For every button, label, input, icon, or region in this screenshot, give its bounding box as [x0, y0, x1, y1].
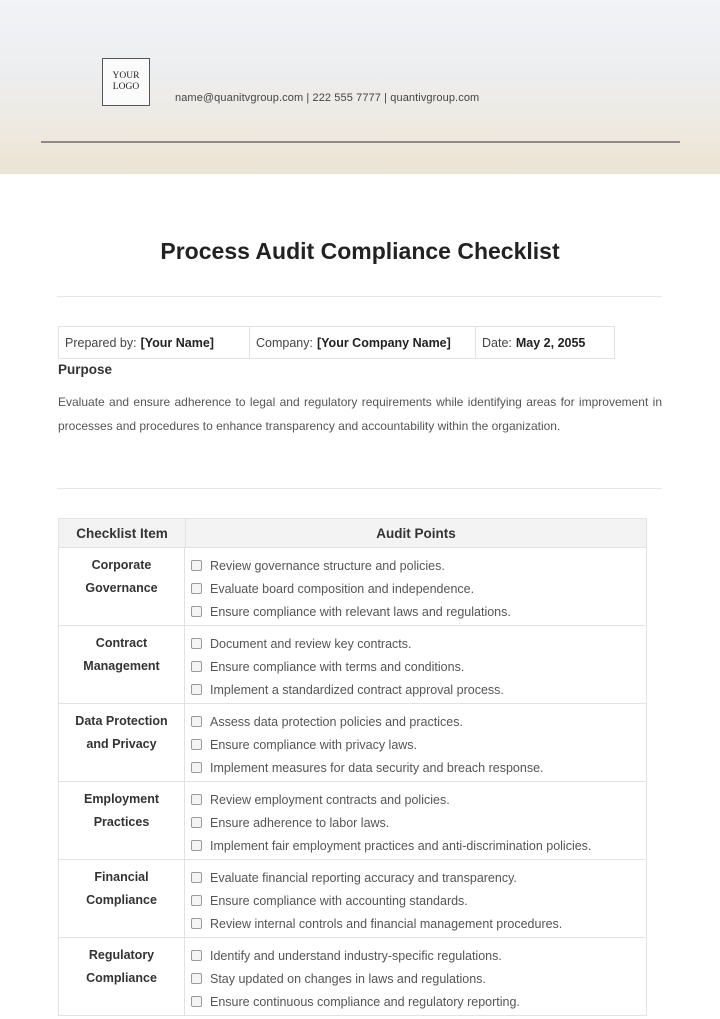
prepared-by-label: Prepared by:	[65, 335, 137, 350]
date-cell	[476, 327, 614, 358]
audit-point	[185, 756, 646, 779]
audit-points-cell	[185, 704, 646, 781]
audit-point-text: Document and review key contracts.	[210, 636, 412, 651]
table-row	[59, 704, 646, 782]
prepared-by-cell	[59, 327, 250, 358]
checkbox[interactable]	[191, 996, 202, 1007]
company-value: [Your Company Name]	[316, 335, 451, 350]
company-cell	[250, 327, 476, 358]
audit-point-text: Ensure compliance with accounting standards.	[210, 893, 468, 908]
audit-point	[185, 788, 646, 811]
col-header-points: Audit Points	[376, 525, 456, 541]
title-divider	[57, 296, 662, 297]
logo-line-2: LOGO	[112, 82, 140, 92]
table-row	[59, 548, 646, 626]
checkbox[interactable]	[191, 918, 202, 929]
checkbox[interactable]	[191, 638, 202, 649]
audit-point	[185, 944, 646, 967]
checklist-item-label: Data Protection and Privacy	[75, 714, 168, 751]
audit-point-text: Assess data protection policies and practices.	[210, 714, 463, 729]
audit-point-text: Review internal controls and financial management procedures.	[210, 916, 563, 931]
audit-point	[185, 600, 646, 623]
audit-point	[185, 866, 646, 889]
checkbox[interactable]	[191, 684, 202, 695]
audit-point-text: Ensure adherence to labor laws.	[210, 815, 390, 830]
purpose-divider	[57, 488, 662, 489]
checklist-item-cell	[59, 782, 185, 859]
table-row	[59, 938, 646, 1016]
logo-line-1: YOUR	[112, 71, 140, 81]
audit-point	[185, 990, 646, 1013]
letterhead	[0, 0, 720, 174]
audit-point	[185, 811, 646, 834]
checkbox[interactable]	[191, 560, 202, 571]
audit-points-cell	[185, 626, 646, 703]
checkbox[interactable]	[191, 973, 202, 984]
checkbox[interactable]	[191, 661, 202, 672]
table-row	[59, 782, 646, 860]
checklist-header	[59, 519, 646, 548]
audit-point-text: Implement measures for data security and breach response.	[210, 760, 544, 775]
audit-points-cell	[185, 860, 646, 937]
checkbox[interactable]	[191, 716, 202, 727]
audit-point	[185, 912, 646, 935]
checklist-item-cell	[59, 626, 185, 703]
company-label: Company:	[256, 335, 313, 350]
checkbox[interactable]	[191, 606, 202, 617]
audit-point-text: Stay updated on changes in laws and regulations.	[210, 971, 486, 986]
checklist-item-label: Financial Compliance	[86, 870, 157, 907]
contact-info: name@quanitvgroup.com | 222 555 7777 | quantivgroup.com	[175, 92, 480, 104]
checkbox[interactable]	[191, 817, 202, 828]
audit-point-text: Implement fair employment practices and anti-discrimination policies.	[210, 838, 592, 853]
checklist-item-label: Employment Practices	[83, 792, 159, 829]
audit-points-cell	[185, 782, 646, 859]
audit-point	[185, 710, 646, 733]
checklist-item-cell	[59, 548, 185, 625]
checklist-table	[58, 518, 647, 1016]
checklist-item-label: Regulatory Compliance	[86, 948, 157, 985]
audit-point-text: Ensure continuous compliance and regulatory reporting.	[210, 994, 520, 1009]
checklist-item-label: Corporate Governance	[85, 558, 158, 595]
checklist-item-cell	[59, 704, 185, 781]
audit-point-text: Identify and understand industry-specific regulations.	[210, 948, 502, 963]
checkbox[interactable]	[191, 762, 202, 773]
document-title: Process Audit Compliance Checklist	[160, 238, 560, 264]
company-logo	[102, 58, 150, 106]
info-table	[58, 326, 615, 359]
audit-point	[185, 678, 646, 701]
date-label: Date:	[482, 335, 512, 350]
table-row	[59, 860, 646, 938]
prepared-by-value: [Your Name]	[140, 335, 214, 350]
audit-point-text: Review employment contracts and policies.	[210, 792, 450, 807]
audit-point	[185, 655, 646, 678]
audit-points-cell	[185, 938, 646, 1015]
header-divider	[41, 141, 680, 143]
checkbox[interactable]	[191, 872, 202, 883]
purpose-heading: Purpose	[58, 362, 113, 377]
checkbox[interactable]	[191, 840, 202, 851]
checkbox[interactable]	[191, 739, 202, 750]
audit-point-text: Ensure compliance with relevant laws and regulations.	[210, 604, 511, 619]
audit-point-text: Ensure compliance with terms and conditions.	[210, 659, 465, 674]
audit-point	[185, 733, 646, 756]
table-row	[59, 626, 646, 704]
checkbox[interactable]	[191, 794, 202, 805]
date-value: May 2, 2055	[515, 335, 586, 350]
checkbox[interactable]	[191, 950, 202, 961]
audit-point-text: Review governance structure and policies.	[210, 558, 445, 573]
audit-points-cell	[185, 548, 646, 625]
audit-point-text: Evaluate board composition and independence.	[210, 581, 475, 596]
audit-point-text: Ensure compliance with privacy laws.	[210, 737, 418, 752]
purpose-text: Evaluate and ensure adherence to legal and regulatory requirements while identifying areas for improvement in processes and procedures to enhance transparency and accountability within the organization.	[58, 395, 662, 433]
checklist-item-cell	[59, 938, 185, 1015]
checklist-item-cell	[59, 860, 185, 937]
checkbox[interactable]	[191, 583, 202, 594]
audit-point	[185, 577, 646, 600]
checklist-item-label: Contract Management	[83, 636, 160, 673]
audit-point-text: Implement a standardized contract approval process.	[210, 682, 504, 697]
checkbox[interactable]	[191, 895, 202, 906]
audit-point	[185, 889, 646, 912]
audit-point	[185, 632, 646, 655]
audit-point	[185, 967, 646, 990]
audit-point	[185, 554, 646, 577]
audit-point-text: Evaluate financial reporting accuracy and transparency.	[210, 870, 517, 885]
col-header-item: Checklist Item	[59, 519, 186, 547]
audit-point	[185, 834, 646, 857]
